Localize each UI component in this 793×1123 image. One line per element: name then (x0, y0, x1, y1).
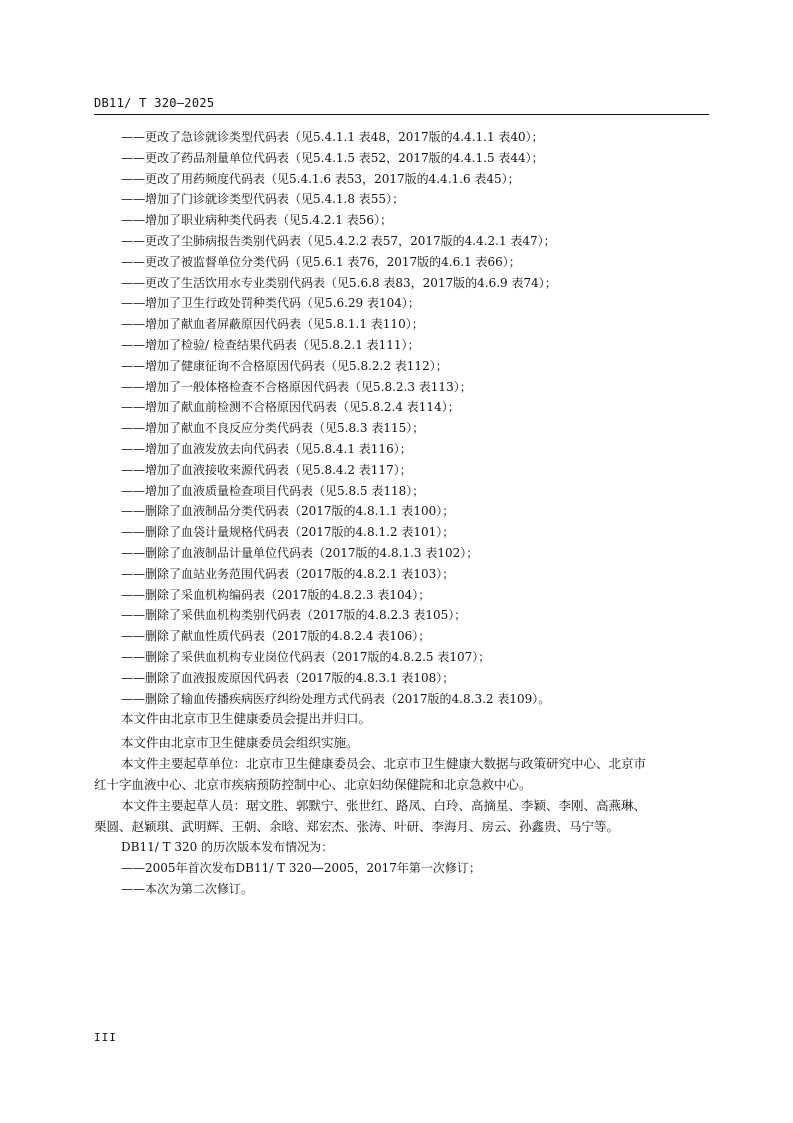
change-item: ——删除了采血机构编码表（2017版的4.8.2.3 表104）； (121, 587, 431, 602)
change-item: ——更改了用药频度代码表（见5.4.1.6 表53，2017版的4.4.1.6 表45）； (121, 171, 520, 186)
history-item-1: ——2005年首次发布DB11/ T 320—2005，2017年第一次修订； (121, 861, 481, 875)
page-number: III (94, 1031, 117, 1044)
drafting-units-paragraph (94, 753, 720, 795)
change-item: ——增加了献血前检测不合格原因代码表（见5.8.2.4 表114）； (121, 400, 460, 415)
drafting-units-line-2: 红十字血液中心、北京市疾病预防控制中心、北京妇幼保健院和北京急救中心。 (94, 777, 532, 792)
change-item: ——删除了血液制品分类代码表（2017版的4.8.1.1 表100）； (121, 504, 455, 519)
history-intro: DB11/ T 320 的历次版本发布情况为： (121, 840, 334, 854)
change-item: ——删除了采供血机构专业岗位代码表（2017版的4.8.2.5 表107）； (121, 649, 491, 664)
change-item: ——增加了检验/ 检查结果代码表（见5.8.2.1 表111）； (121, 337, 420, 352)
change-list (121, 127, 721, 709)
change-item: ——删除了血袋计量规格代码表（2017版的4.8.1.2 表101）； (121, 525, 455, 540)
change-item: ——增加了献血者屏蔽原因代码表（见5.8.1.1 表110）； (121, 317, 424, 332)
change-item: ——删除了血液制品计量单位代码表（2017版的4.8.1.3 表102）； (121, 545, 479, 560)
change-item: ——增加了门诊就诊类型代码表（见5.4.1.8 表55）； (121, 192, 405, 207)
drafters-line-1: 本文件主要起草人员：琚文胜、郭默宁、张世红、路凤、白玲、高摘星、李颖、李刚、高燕琳、 (121, 798, 647, 813)
change-item: ——删除了献血性质代码表（2017版的4.8.2.4 表106）； (121, 629, 431, 644)
proposer-paragraph (94, 708, 720, 729)
change-item: ——增加了血液接收来源代码表（见5.8.4.2 表117）； (121, 462, 412, 477)
change-item: ——增加了健康征询不合格原因代码表（见5.8.2.2 表112）； (121, 358, 448, 373)
header-rule (94, 114, 709, 115)
change-item: ——更改了被监督单位分类代码（见5.6.1 表76，2017版的4.6.1 表66）； (121, 254, 521, 269)
drafters-line-2: 栗圆、赵颖琪、武明辉、王朝、余晗、郑宏杰、张涛、叶研、李海月、房云、孙鑫贵、马宁等。 (94, 819, 620, 834)
organizer-paragraph (94, 732, 720, 753)
document-code-header: DB11/ T 320—2025 (94, 96, 215, 110)
change-item: ——删除了采供血机构类别代码表（2017版的4.8.2.3 表105）； (121, 608, 467, 623)
change-item: ——删除了血液报废原因代码表（2017版的4.8.3.1 表108）； (121, 670, 455, 685)
change-item: ——增加了职业病种类代码表（见5.4.2.1 表56）； (121, 213, 393, 228)
change-item: ——增加了献血不良反应分类代码表（见5.8.3 表115）； (121, 421, 425, 436)
change-item: ——增加了一般体格检查不合格原因代码表（见5.8.2.3 表113）； (121, 379, 472, 394)
drafting-units-line-1: 本文件主要起草单位：北京市卫生健康委员会、北京市卫生健康大数据与政策研究中心、北京市 (121, 756, 647, 771)
change-item: ——增加了血液质量检查项目代码表（见5.8.5 表118）； (121, 483, 425, 498)
change-item: ——更改了生活饮用水专业类别代码表（见5.6.8 表83，2017版的4.6.9 表74）； (121, 275, 557, 290)
drafters-paragraph (94, 795, 720, 837)
change-item: ——更改了急诊就诊类型代码表（见5.4.1.1 表48，2017版的4.4.1.1 表40）； (121, 130, 544, 144)
change-item: ——增加了血液发放去向代码表（见5.8.4.1 表116）； (121, 441, 412, 456)
proposer-text: 本文件由北京市卫生健康委员会提出并归口。 (121, 711, 372, 726)
change-item: ——增加了卫生行政处罚种类代码（见5.6.29 表104）； (121, 296, 420, 311)
change-item: ——删除了输血传播疾病医疗纠纷处理方式代码表（2017版的4.8.3.2 表109）。 (121, 691, 551, 706)
change-item: ——更改了尘肺病报告类别代码表（见5.4.2.2 表57，2017版的4.4.2.1 表47）； (121, 233, 556, 248)
change-item: ——更改了药品剂量单位代码表（见5.4.1.5 表52，2017版的4.4.1.5 表44）； (121, 150, 544, 165)
change-item: ——删除了血站业务范围代码表（2017版的4.8.2.1 表103）； (121, 566, 455, 581)
history-item-2: ——本次为第二次修订。 (121, 882, 254, 896)
organizer-text: 本文件由北京市卫生健康委员会组织实施。 (121, 735, 359, 750)
